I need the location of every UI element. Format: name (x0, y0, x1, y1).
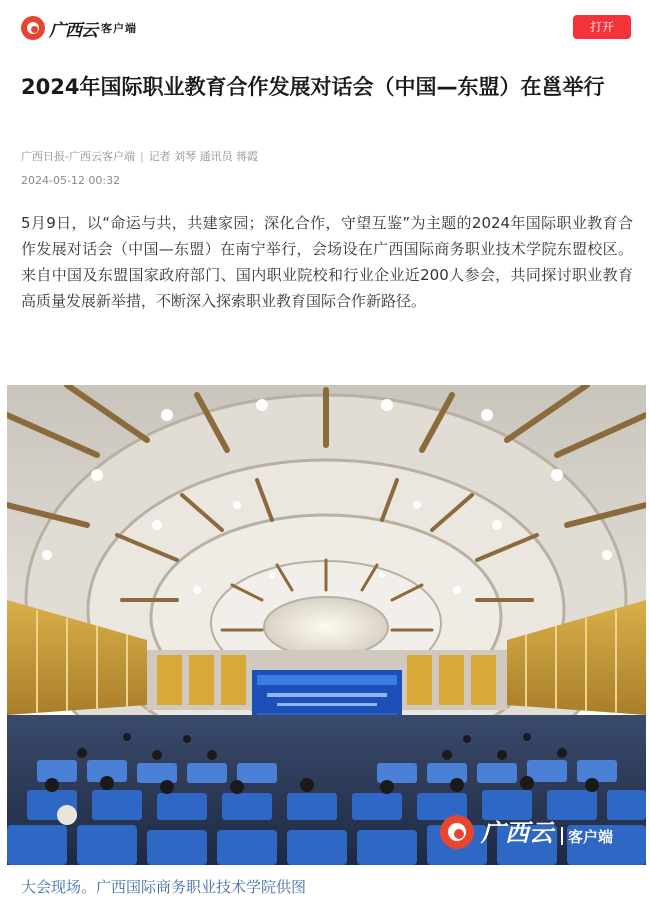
app-logo (21, 14, 137, 42)
logo-tag: 客户端 (101, 22, 137, 35)
article-photo[interactable] (7, 385, 646, 865)
logo-mark-icon (21, 16, 45, 40)
photo-caption: 大会现场。广西国际商务职业技术学院供图 (21, 878, 307, 896)
article-body: 5月9日，以“命运与共，共建家园；深化合作，守望互鉴”为主题的2024年国际职业教育合作发展对话会（中国—东盟）在南宁举行，会场设在广西国际商务职业技术学院东盟校区。来自中国及东盟国家政府部门、国内职业院校和行业企业近200人参会，共同探讨职业教育高质量发展新举措，不断深入探索职业教育国际合作新路径。 (21, 214, 633, 310)
article-meta (21, 148, 258, 166)
article-title: 2024年国际职业教育合作发展对话会（中国—东盟）在邕举行 (21, 75, 605, 99)
photo-watermark-script: 广西云 (481, 818, 553, 847)
photo-watermark-tag: 客户端 (568, 828, 614, 846)
meta-separator: | (139, 150, 144, 163)
article-date: 2024-05-12 00:32 (21, 174, 121, 187)
article-byline: 记者 刘琴 通讯员 蒋霞 (148, 150, 259, 163)
logo-script: 广西云 (49, 20, 97, 41)
open-app-button[interactable]: 打开 (573, 15, 631, 39)
app-header (0, 0, 649, 56)
article-source: 广西日报-广西云客户端 (21, 150, 135, 163)
conference-hall-image (7, 385, 646, 865)
